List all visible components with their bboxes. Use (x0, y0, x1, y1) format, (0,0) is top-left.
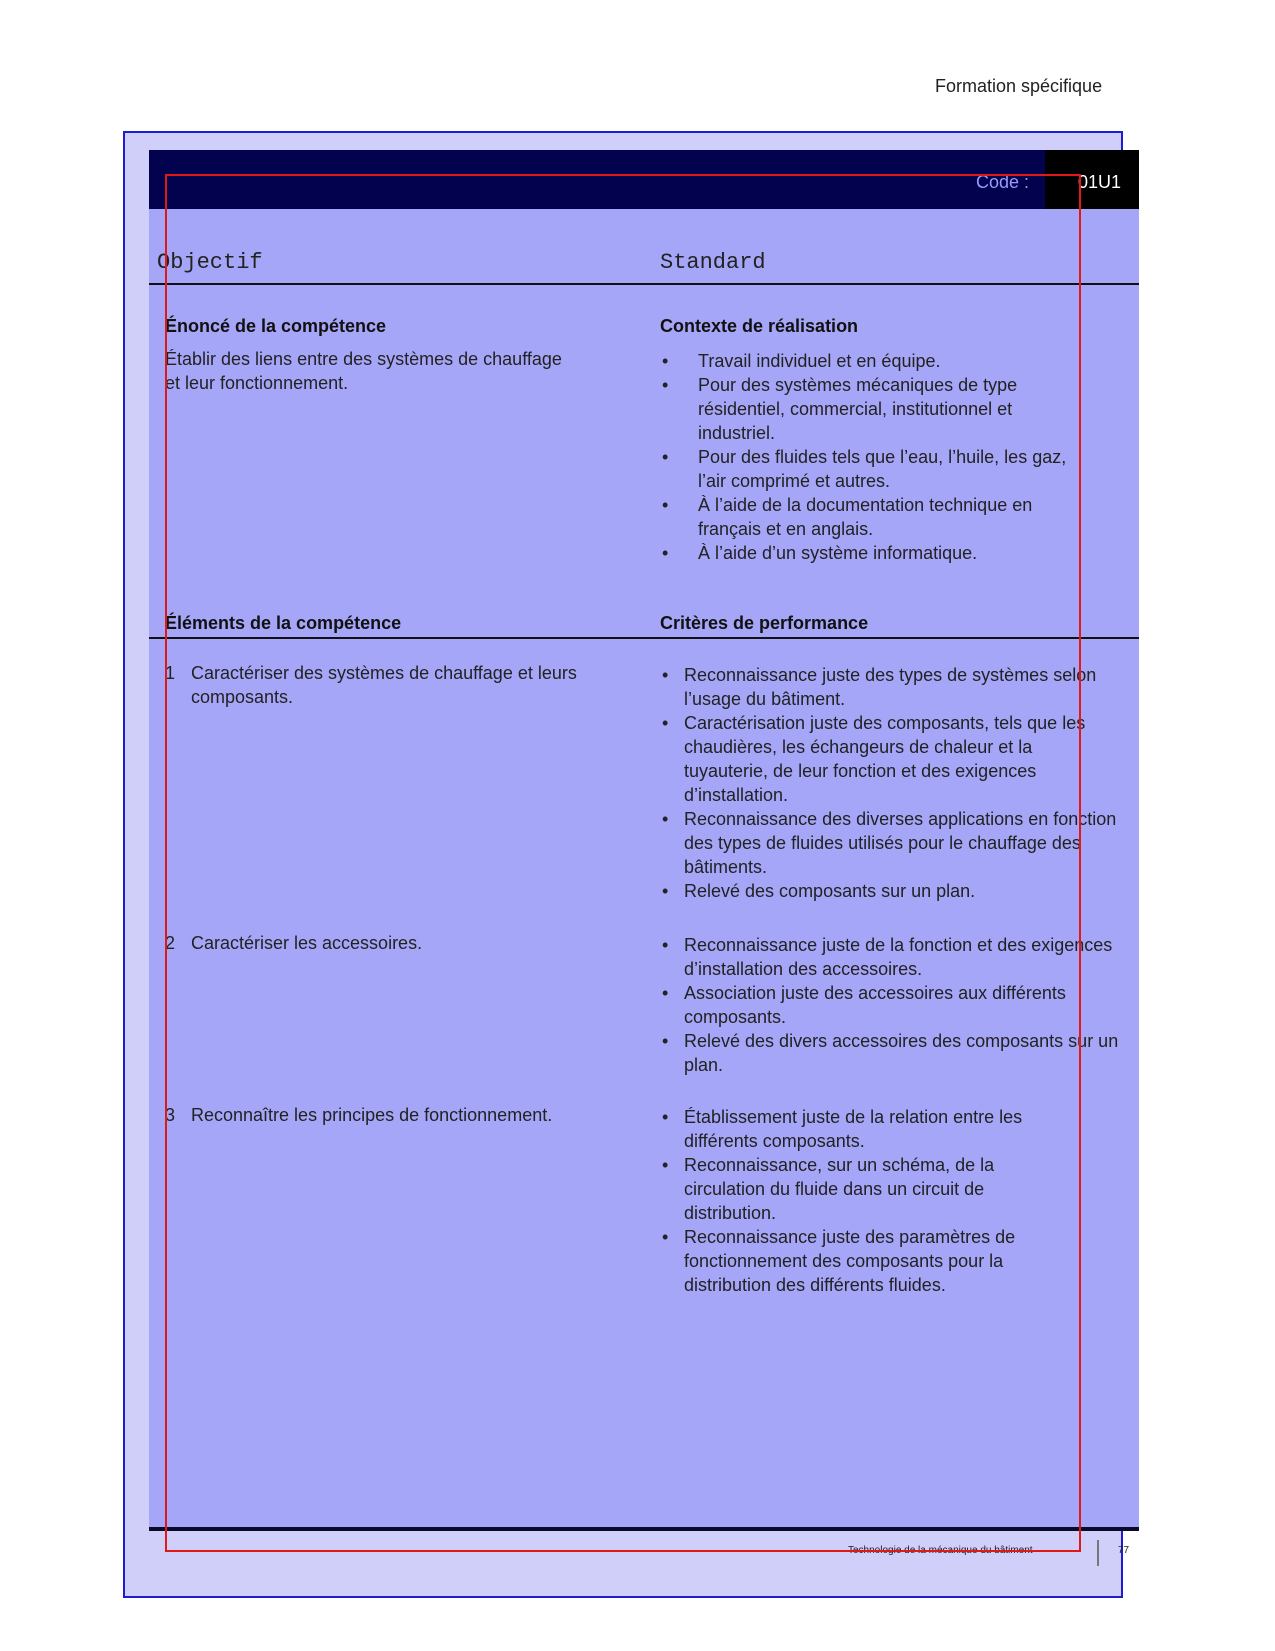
column-heading-right: Standard (660, 250, 766, 275)
criterion-item: • Relevé des divers accessoires des composants sur un plan. (660, 1029, 1120, 1077)
page-number: 77 (1118, 1545, 1130, 1556)
criterion-item: • Relevé des composants sur un plan. (660, 879, 1120, 903)
context-item: • Pour des fluides tels que l’eau, l’huile, les gaz, l’air comprimé et autres. (660, 445, 1080, 493)
context-title: Contexte de réalisation (660, 316, 859, 336)
code-value: 01U1 (1078, 172, 1122, 192)
elements-title: Éléments de la compétence (165, 613, 402, 633)
criterion-item: • Association juste des accessoires aux différents composants. (660, 981, 1120, 1029)
column-heading-left: Objectif (157, 250, 263, 275)
element-text: Caractériser les accessoires. (191, 933, 423, 953)
context-item: • À l’aide d’un système informatique. (660, 541, 1080, 565)
element-number: 2 (165, 933, 176, 953)
element-number: 3 (165, 1105, 176, 1125)
element-number: 1 (165, 663, 176, 683)
footer-divider (1097, 1540, 1099, 1566)
content-frame (165, 174, 1081, 1552)
context-item: • À l’aide de la documentation technique en français et en anglais. (660, 493, 1080, 541)
criterion-item: • Reconnaissance, sur un schéma, de la circulation du fluide dans un circuit de distribution. (660, 1153, 1080, 1225)
statement-line-2: et leur fonctionnement. (165, 373, 349, 393)
element-text: Reconnaître les principes de fonctionnement. (191, 1105, 553, 1125)
code-label: Code : (976, 172, 1030, 192)
criterion-item: • Reconnaissance juste de la fonction et des exigences d’installation des accessoires. (660, 933, 1120, 981)
statement-line-1: Établir des liens entre des systèmes de chauffage (165, 349, 562, 369)
criterion-item: • Reconnaissance juste des paramètres de fonctionnement des composants pour la distribution des différents fluides. (660, 1225, 1080, 1297)
statement-title: Énoncé de la compétence (165, 316, 387, 336)
footer-title: Technologie de la mécanique du bâtiment (848, 1545, 1033, 1556)
element-text: Caractériser des systèmes de chauffage et leurs composants. (191, 663, 577, 707)
running-head: Formation spécifique (935, 76, 1103, 96)
criterion-item: • Caractérisation juste des composants, tels que les chaudières, les échangeurs de chaleur et la tuyauterie, de leur fonction et des exigences d’installation. (660, 711, 1120, 807)
criterion-item: • Reconnaissance des diverses applications en fonction des types de fluides utilisés pour le chauffage des bâtiments. (660, 807, 1120, 879)
criterion-item: • Établissement juste de la relation entre les différents composants. (660, 1105, 1080, 1153)
context-item: • Pour des systèmes mécaniques de type résidentiel, commercial, institutionnel et industriel. (660, 373, 1080, 445)
criterion-item: • Reconnaissance juste des types de systèmes selon l’usage du bâtiment. (660, 663, 1120, 711)
context-item: • Travail individuel et en équipe. (660, 349, 1080, 373)
criteria-title: Critères de performance (660, 613, 869, 633)
